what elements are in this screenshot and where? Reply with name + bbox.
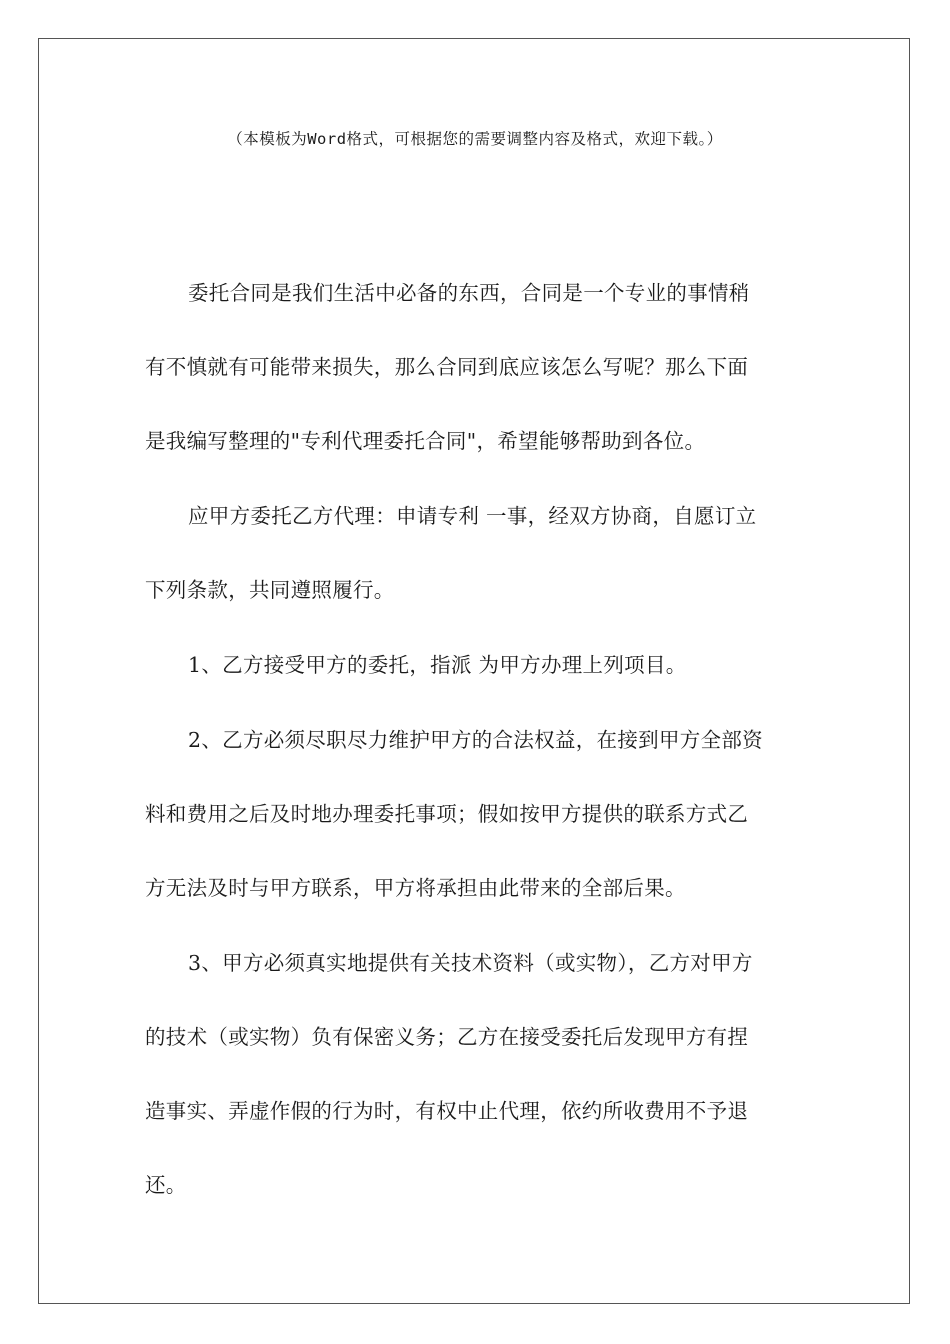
paragraph-1-line-3: 是我编写整理的"专利代理委托合同"，希望能够帮助到各位。: [145, 429, 706, 453]
clause-3-line-2: 的技术（或实物）负有保密义务；乙方在接受委托后发现甲方有捏: [145, 1025, 749, 1049]
clause-3-line-1: 3、甲方必须真实地提供有关技术资料（或实物），乙方对甲方: [188, 951, 753, 975]
template-note: （本模板为Word格式，可根据您的需要调整内容及格式，欢迎下载。）: [227, 130, 723, 148]
clause-3-line-4: 还。: [145, 1173, 187, 1197]
clause-2-line-2: 料和费用之后及时地办理委托事项；假如按甲方提供的联系方式乙: [145, 802, 749, 826]
clause-2-line-1: 2、乙方必须尽职尽力维护甲方的合法权益，在接到甲方全部资: [188, 728, 763, 752]
paragraph-1-line-1: 委托合同是我们生活中必备的东西，合同是一个专业的事情稍: [188, 281, 750, 305]
paragraph-1-line-2: 有不慎就有可能带来损失，那么合同到底应该怎么写呢？那么下面: [145, 355, 749, 379]
clause-1-line-1: 1、乙方接受甲方的委托，指派 为甲方办理上列项目。: [188, 653, 687, 677]
clause-3-line-3: 造事实、弄虚作假的行为时，有权中止代理，依约所收费用不予退: [145, 1099, 749, 1123]
paragraph-2-line-2: 下列条款，共同遵照履行。: [145, 578, 395, 602]
paragraph-2-line-1: 应甲方委托乙方代理：申请专利 一事，经双方协商，自愿订立: [188, 504, 757, 528]
clause-2-line-3: 方无法及时与甲方联系，甲方将承担由此带来的全部后果。: [145, 876, 686, 900]
